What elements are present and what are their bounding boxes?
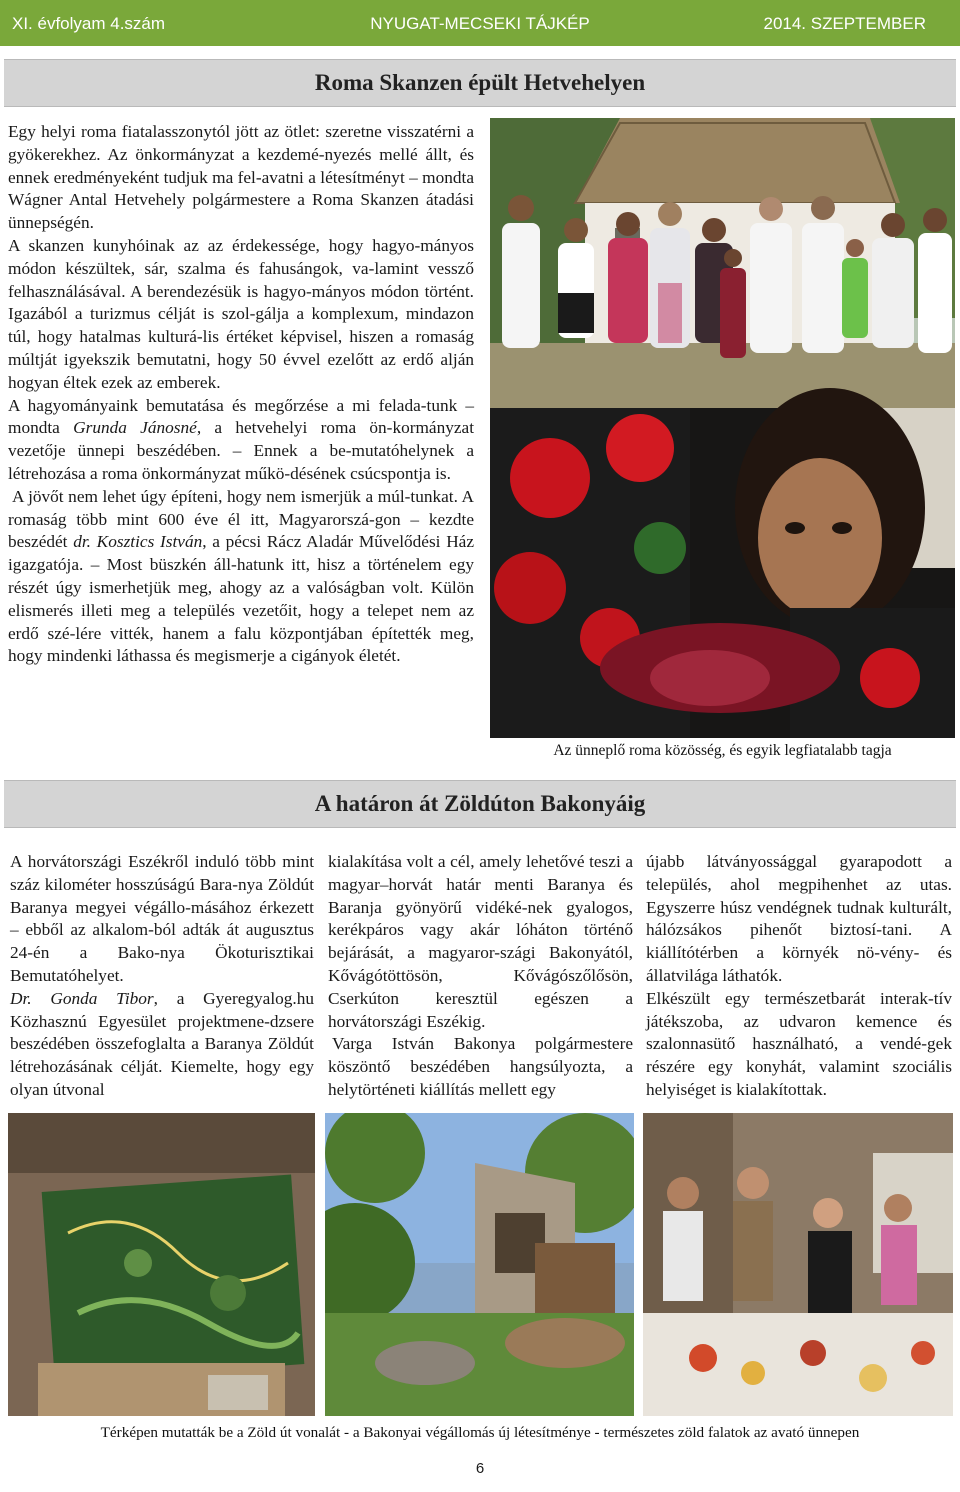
person-name: Grunda Jánosné [73, 418, 197, 438]
article2-paragraph: Varga István Bakonya polgármestere köszöntő beszédében hangsúlyozta, a helytörténeti kiállítás mellett egy [328, 1034, 633, 1099]
article1-caption: Az ünneplő roma közösség, és egyik legfiatalabb tagja [553, 742, 892, 759]
article1-title: Roma Skanzen épült Hetvehelyen [314, 70, 646, 95]
article1-paragraph: A jövőt nem lehet úgy építeni, hogy nem ismerjük a múl-tunkat. A romaság több mint 600 éve él itt, Magyarorszá-gon – kezdte beszédét dr. Kosztics István, a pécsi Rácz Aladár Művelődési Ház igazgatója. – Most büszkén áll-hatunk itt, hisz a történelem egy részét úgy ismerhetjük meg, ahogy az a valóságban volt. Külön elismerés illeti meg a település vezetőit, hogy a telepet nem az erdő szé-lére vitték, hanem a falu központjában építették meg, hogy mindenki láthassa és megismerje a cigányok életét. [8, 486, 475, 666]
article2-column-1 [10, 851, 314, 1102]
map-photo [8, 1113, 315, 1416]
article2-paragraph: újabb látványossággal gyarapodott a település, ahol megpihenhet az utas. Egyszerre húsz vendégnek tudnak kulturált, hálózsákos pihenőt biztosí-tani. A kiállítótérben a környék nö-vény- és állatvilága láthatók. [646, 852, 952, 985]
article2-column-3 [646, 851, 952, 1102]
reception-photo [643, 1113, 953, 1416]
article1-paragraph: Egy helyi roma fiatalasszonytól jött az ötlet: szeretne visszatérni a gyökerekhez. Az önkormányzat a kezdemé-nyezés mellé állt, és ennek eredményeként tudjuk ma fel-avatni a létesítményt – mondta Wágner Antal Hetvehely polgármestere a Roma Skanzen átadási ünnepségén. [8, 122, 474, 233]
article2-paragraph: A horvátországi Eszékről induló több mint száz kilométer hosszúságú Bara-nya Zöldút Baranya megyei végállo-másához érkezett – ebből az alkalom-ból adták át augusztus 24-én a Bako-nya Ökoturisztikai Bemutatóhelyet. [10, 852, 314, 985]
building-photo [325, 1113, 634, 1416]
issue-date: 2014. SZEPTEMBER [763, 14, 926, 33]
article2-title-box [4, 780, 956, 828]
article2-paragraph: Elkészült egy természetbarát interak-tív játékszoba, az udvaron kemence és szalonnasütő használható, a vendé-gek részére egy konyhát, valamint szociális helyiséget is kialakítottak. [646, 988, 952, 1099]
person-name: dr. Kosztics István [73, 532, 203, 552]
publication-name: NYUGAT-MECSEKI TÁJKÉP [370, 14, 590, 33]
article1-title-box [4, 59, 956, 107]
article2-caption: Térképen mutatták be a Zöld út vonalát - a Bakonyai végállomás új létesítménye - természetes zöld falatok az avató ünnepen [100, 1424, 860, 1441]
article1-paragraph: A skanzen kunyhóinak az az érdekessége, hogy hagyo-mányos módon készültek, sár, szalma és fahusángok, va-lamint vessző felhasználásával. A berendezésük is hagyo-mányos módon történt. Igazából a turizmus célját is szol-gálja a komplexum, mindazon túl, hogy hatalmas kulturá-lis értéket képvisel, hiszen a romaság múltját igyekszik bemutatni, hogy 50 évvel ezelőtt az erdő alján hogyan éltek ezek az emberek. [8, 235, 474, 392]
article2-paragraph: kialakítása volt a cél, amely lehetővé teszi a magyar–horvát határ menti Baranya és Baranja gyönyörű vidéké-nek gyalogos, kerékpáros vagy akár lóháton történő bejárását, a magyaror-szági Bakonyától, Kővágótöttösön, Kővágószőlősön, Cserkúton keresztül egészen a horvátországi Eszékig. [328, 852, 633, 1031]
person-name: Dr. Gonda Tibor [10, 988, 154, 1008]
article1-paragraph: A hagyományaink bemutatása és megőrzése a mi felada-tunk – mondta Grunda Jánosné, a hetvehelyi roma ön-kormányzat vezetője ünnepi beszédében. – Ennek a be-mutatóhelynek a létrehozása a roma önkormányzat műkö-désének csúcspontja is. [8, 395, 475, 483]
article1-body [8, 121, 474, 668]
page-number: 6 [475, 1460, 485, 1477]
roma-community-photo [490, 118, 955, 738]
page-header [0, 0, 960, 46]
article2-column-2 [328, 851, 633, 1102]
issue-label: XI. évfolyam 4.szám [12, 14, 166, 33]
article2-paragraph: Dr. Gonda Tibor, a Gyeregyalog.hu Közhasznú Egyesület projektmene-dzsere beszédében összefoglalta a Baranya Zöldút létrehozásának célját. Kiemelte, hogy egy olyan útvonal [10, 988, 314, 1099]
article2-title: A határon át Zöldúton Bakonyáig [314, 791, 646, 816]
